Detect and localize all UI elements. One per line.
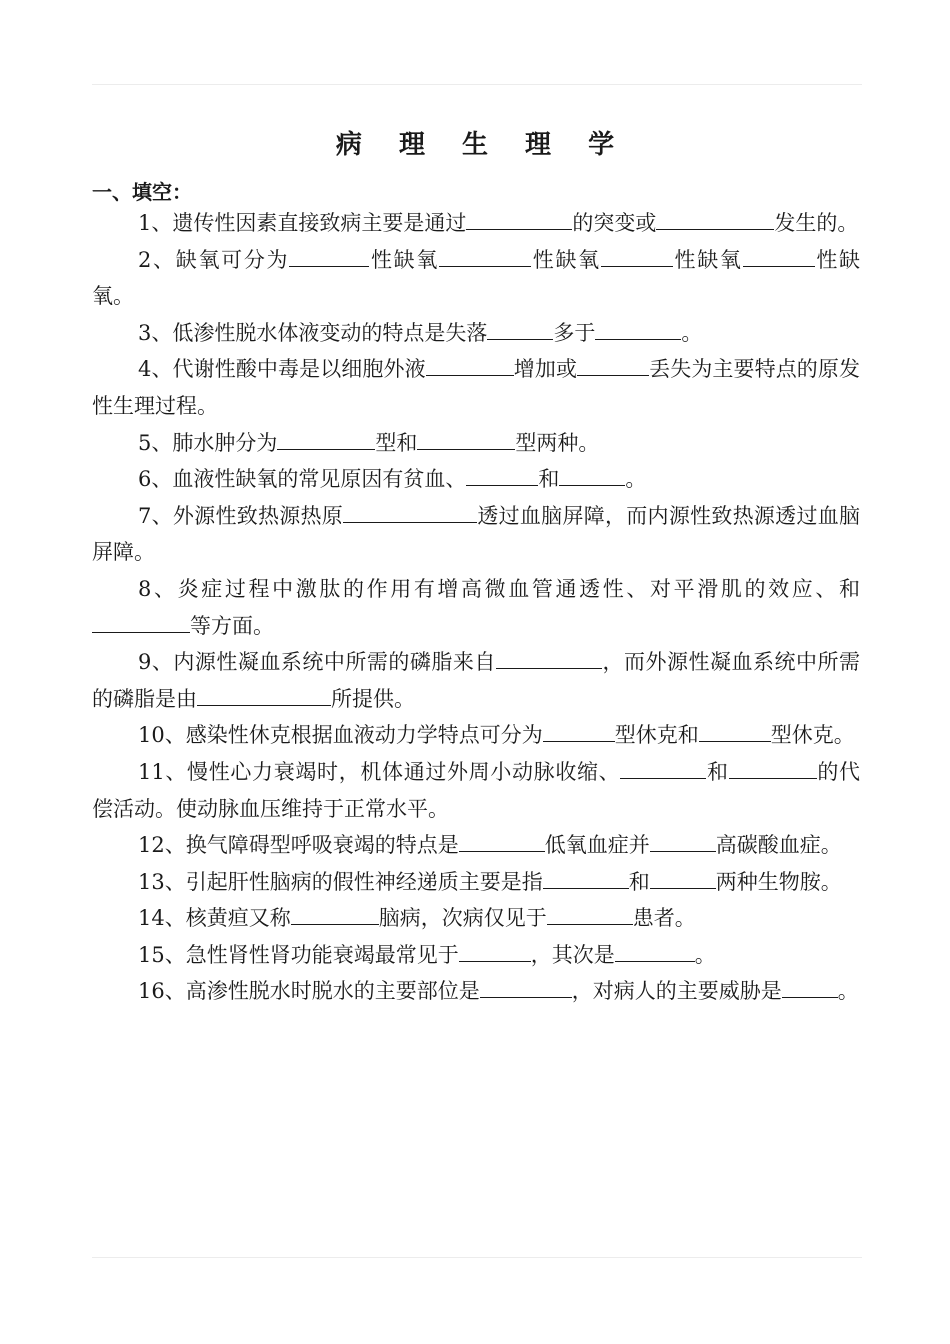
answer-blank[interactable] [577,354,649,376]
answer-blank[interactable] [480,976,572,998]
answer-blank[interactable] [543,720,615,742]
question-1: 1、遗传性因素直接致病主要是通过 的突变或 发生的。 [92,205,860,242]
answer-blank[interactable] [487,318,553,340]
answer-blank[interactable] [92,611,190,633]
question-6: 6、血液性缺氧的常见原因有贫血、 和 。 [92,461,860,498]
question-7: 7、外源性致热源热原 透过血脑屏障，而内源性致热源透过血脑屏障。 [92,498,860,571]
answer-blank[interactable] [343,501,477,523]
answer-blank[interactable] [615,940,695,962]
answer-blank[interactable] [601,245,673,267]
question-13: 13、引起肝性脑病的假性神经递质主要是指 和 两种生物胺。 [92,864,860,901]
answer-blank[interactable] [466,464,538,486]
answer-blank[interactable] [197,684,331,706]
answer-blank[interactable] [496,647,602,669]
answer-blank[interactable] [277,428,375,450]
answer-blank[interactable] [782,976,838,998]
header-divider [92,84,862,85]
question-3: 3、低渗性脱水体液变动的特点是失落 多于 。 [92,315,860,352]
answer-blank[interactable] [426,354,514,376]
answer-blank[interactable] [656,208,774,230]
answer-blank[interactable] [650,830,716,852]
question-8: 8、炎症过程中激肽的作用有增高微血管通透性、对平滑肌的效应、和等方面。 [92,571,860,644]
question-9: 9、内源性凝血系统中所需的磷脂来自 ，而外源性凝血系统中所需的磷脂是由 所提供。 [92,644,860,717]
question-10: 10、感染性休克根据血液动力学特点可分为 型休克和 型休克。 [92,717,860,754]
answer-blank[interactable] [729,757,817,779]
question-14: 14、核黄疸又称 脑病，次病仅见于 患者。 [92,900,860,937]
question-11: 11、慢性心力衰竭时，机体通过外周小动脉收缩、 和 的代偿活动。使动脉血压维持于正常水平。 [92,754,860,827]
question-16: 16、高渗性脱水时脱水的主要部位是 ，对病人的主要威胁是 。 [92,973,860,1010]
answer-blank[interactable] [559,464,625,486]
answer-blank[interactable] [439,245,531,267]
answer-blank[interactable] [543,867,629,889]
answer-blank[interactable] [291,903,379,925]
answer-blank[interactable] [459,830,545,852]
question-15: 15、急性肾性肾功能衰竭最常见于 ，其次是 。 [92,937,860,974]
answer-blank[interactable] [743,245,815,267]
answer-blank[interactable] [459,940,531,962]
question-12: 12、换气障碍型呼吸衰竭的特点是 低氧血症并 高碳酸血症。 [92,827,860,864]
footer-divider [92,1257,862,1258]
question-2: 2、缺氧可分为 性缺氧 性缺氧 性缺氧 性缺氧。 [92,242,860,315]
page-title: 病 理 生 理 学 [335,130,629,160]
question-list [92,205,860,1010]
answer-blank[interactable] [547,903,633,925]
answer-blank[interactable] [620,757,706,779]
answer-blank[interactable] [650,867,716,889]
answer-blank[interactable] [417,428,515,450]
section-heading: 一、填空： [92,180,192,204]
question-4: 4、代谢性酸中毒是以细胞外液 增加或 丢失为主要特点的原发性生理过程。 [92,351,860,424]
answer-blank[interactable] [699,720,771,742]
answer-blank[interactable] [289,245,369,267]
question-5: 5、肺水肿分为 型和 型两种。 [92,425,860,462]
answer-blank[interactable] [595,318,681,340]
answer-blank[interactable] [466,208,572,230]
